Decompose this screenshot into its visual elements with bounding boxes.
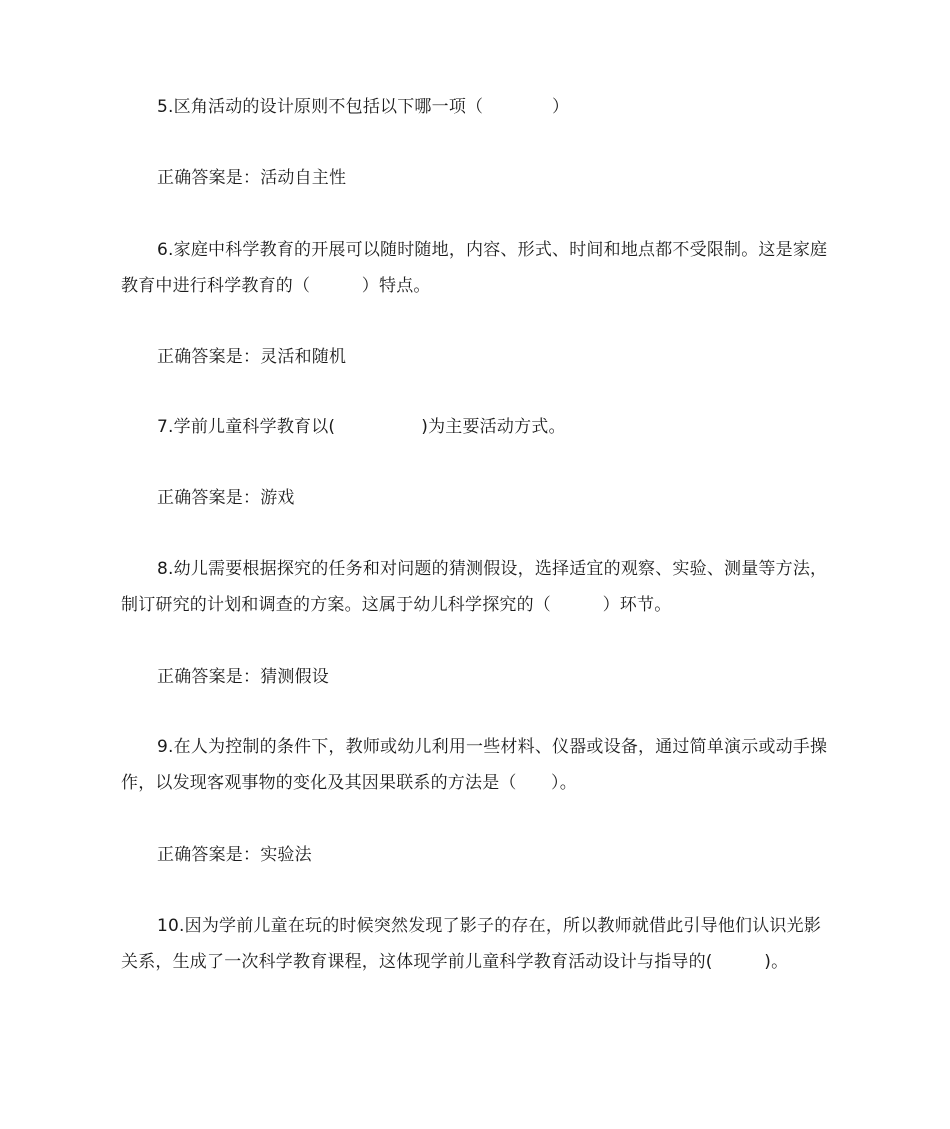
- question-5: 5.区角活动的设计原则不包括以下哪一项（ ）: [157, 97, 570, 117]
- answer-5: 正确答案是：活动自主性: [157, 168, 347, 188]
- answer-9: 正确答案是：实验法: [157, 845, 312, 865]
- question-10: 10.因为学前儿童在玩的时候突然发现了影子的存在，所以教师就借此引导他们认识光影关系，生成了一次科学教育课程，这体现学前儿童科学教育活动设计与指导的( )。: [121, 916, 822, 972]
- answer-6: 正确答案是：灵活和随机: [157, 347, 347, 367]
- question-7: 7.学前儿童科学教育以( )为主要活动方式。: [157, 417, 566, 437]
- question-8: 8.幼儿需要根据探究的任务和对问题的猜测假设，选择适宜的观察、实验、测量等方法，制订研究的计划和调查的方案。这属于幼儿科学探究的（ ）环节。: [121, 559, 828, 615]
- question-9: 9.在人为控制的条件下，教师或幼儿利用一些材料、仪器或设备，通过简单演示或动手操作，以发现客观事物的变化及其因果联系的方法是（ ）。: [121, 737, 828, 793]
- question-6: 6.家庭中科学教育的开展可以随时随地，内容、形式、时间和地点都不受限制。这是家庭教育中进行科学教育的（ ）特点。: [121, 240, 828, 296]
- answer-7: 正确答案是：游戏: [157, 488, 295, 508]
- answer-8: 正确答案是：猜测假设: [157, 667, 329, 687]
